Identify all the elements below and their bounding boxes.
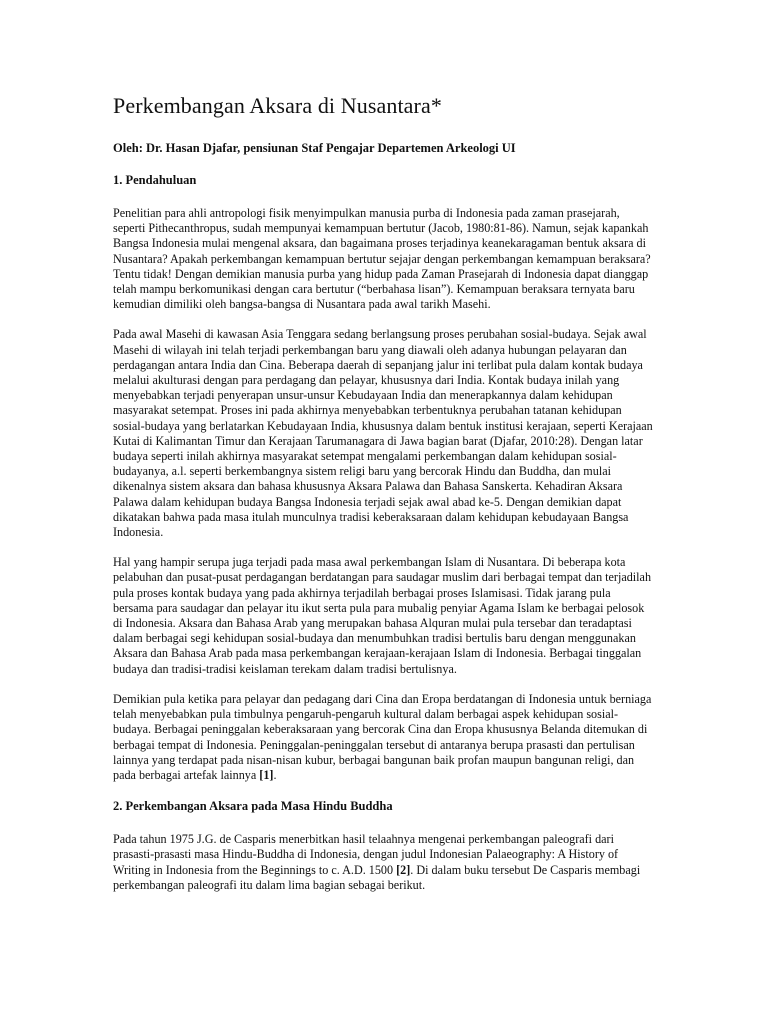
section-heading-pendahuluan: 1. Pendahuluan — [113, 173, 197, 187]
paragraph-4 — [113, 692, 653, 783]
paragraph-4-end: . — [273, 767, 277, 782]
paragraph-5 — [113, 832, 653, 893]
author-line: Oleh: Dr. Hasan Djafar, pensiunan Staf Pengajar Departemen Arkeologi UI — [113, 141, 516, 155]
footnote-link-2[interactable]: [2] — [396, 862, 411, 877]
section-heading-hindu-buddha: 2. Perkembangan Aksara pada Masa Hindu Buddha — [113, 799, 393, 814]
paragraph-5-text: Pada tahun 1975 J.G. de Casparis menerbitkan hasil telaahnya mengenai perkembangan paleografi dari prasasti-prasasti masa Hindu-Buddha di Indonesia, dengan judul Indonesian Palaeography: A History of Writing in Indonesia from the Beginnings to c. A.D. 1500 — [113, 832, 619, 877]
paragraph-5-end: . Di dalam buku tersebut De Casparis membagi perkembangan paleografi itu dalam lima bagian sebagai berikut. — [113, 862, 641, 892]
paragraph-4-text: Demikian pula ketika para pelayar dan pedagang dari Cina dan Eropa berdatangan di Indonesia untuk berniaga telah menyebabkan pula timbulnya pengaruh-pengaruh kultural dalam berbagai aspek kehidupan sosial-budaya. Berbagai peninggalan keberaksaraan yang bercorak Cina dan Eropa khususnya Belanda ditemukan di berbagai tempat di Indonesia. Peninggalan-peninggalan tersebut di antaranya berupa prasasti dan pertulisan lainnya yang terdapat pada nisan-nisan kubur, berbagai bangunan baik profan maupun bangunan religi, dan pada berbagai artefak lainnya — [113, 691, 652, 782]
paragraph-3: Hal yang hampir serupa juga terjadi pada masa awal perkembangan Islam di Nusantara. Di beberapa kota pelabuhan dan pusat-pusat perdagangan berdatangan para saudagar muslim dari berbagai tempat dan terjadilah pula proses kontak budaya yang pada akhirnya terjadilah berbagai proses Islamisasi. Tidak jarang pula bersama para saudagar dan pelayar itu ikut serta pula para mubalig penyiar Agama Islam ke berbagai pelosok di Indonesia. Aksara dan Bahasa Arab yang merupakan bahasa Alquran mulai pula tersebar dan teradaptasi dalam berbagai segi kehidupan sosial-budaya dan menumbuhkan tradisi bertulis baru dengan menggunakan Aksara dan Bahasa Arab pada masa perkembangan kerajaan-kerajaan Islam di Indonesia. Berbagai tinggalan budaya dan tradisi-tradisi keislaman terekam dalam tradisi bertulisnya. — [113, 555, 652, 676]
page-title: Perkembangan Aksara di Nusantara* — [113, 93, 442, 118]
footnote-link-1[interactable]: [1] — [259, 767, 274, 782]
paragraph-1: Penelitian para ahli antropologi fisik menyimpulkan manusia purba di Indonesia pada zaman prasejarah, seperti Pithecanthropus, sudah mempunyai kemampuan bertutur (Jacob, 1980:81-86). Namun, sejak kapankah Bangsa Indonesia mulai mengenal aksara, dan bagaimana proses terjadinya keanekaragaman bentuk aksara di Nusantara? Apakah perkembangan kemampuan bertutur sejajar dengan perkembangan kemampuan beraksara? Tentu tidak! Dengan demikian manusia purba yang hidup pada Zaman Prasejarah di Indonesia dapat dianggap telah mampu berkomunikasi dengan cara bertutur (“berbahasa lisan”). Kemampuan beraksara ternyata baru kemudian dimiliki oleh bangsa-bangsa di Nusantara pada awal tarikh Masehi. — [113, 206, 651, 312]
document-page — [113, 92, 653, 908]
paragraph-2: Pada awal Masehi di kawasan Asia Tenggara sedang berlangsung proses perubahan sosial-budaya. Sejak awal Masehi di wilayah ini telah terjadi perkembangan baru yang diawali oleh adanya hubungan pelayaran dan perdagangan antara India dan Cina. Beberapa daerah di sepanjang jalur ini terlibat pula dalam kontak budaya melalui akulturasi dengan para perdagang dan pelayar, khususnya dari India. Kontak budaya inilah yang menyebabkan terjadi penyerapan unsur-unsur Kebudayaan India dan menerapkannya dalam kehidupan masyarakat setempat. Proses ini pada akhirnya menyebabkan terbentuknya perubahan tatanan kehidupan sosial-budaya yang berlatarkan Kebudayaan India, khususnya dalam bentuk institusi kerajaan, seperti Kerajaan Kutai di Kalimantan Timur dan Kerajaan Tarumanagara di Jawa bagian barat (Djafar, 2010:28). Dengan latar budaya seperti inilah akhirnya masyarakat setempat mengalami perkembangan dalam kehidupan sosial-budayanya, a.l. seperti berkembangnya sistem religi baru yang bercorak Hindu dan Buddha, dan mulai dikenalnya sistem aksara dan bahasa khususnya Aksara Palawa dan Bahasa Sanskerta. Kehadiran Aksara Palawa dalam kehidupan budaya Bangsa Indonesia terjadi sejak awal abad ke-5. Dengan demikian dapat dikatakan bahwa pada masa itulah munculnya tradisi keberaksaraan dalam kehidupan kebudayaan Bangsa Indonesia. — [113, 327, 653, 540]
